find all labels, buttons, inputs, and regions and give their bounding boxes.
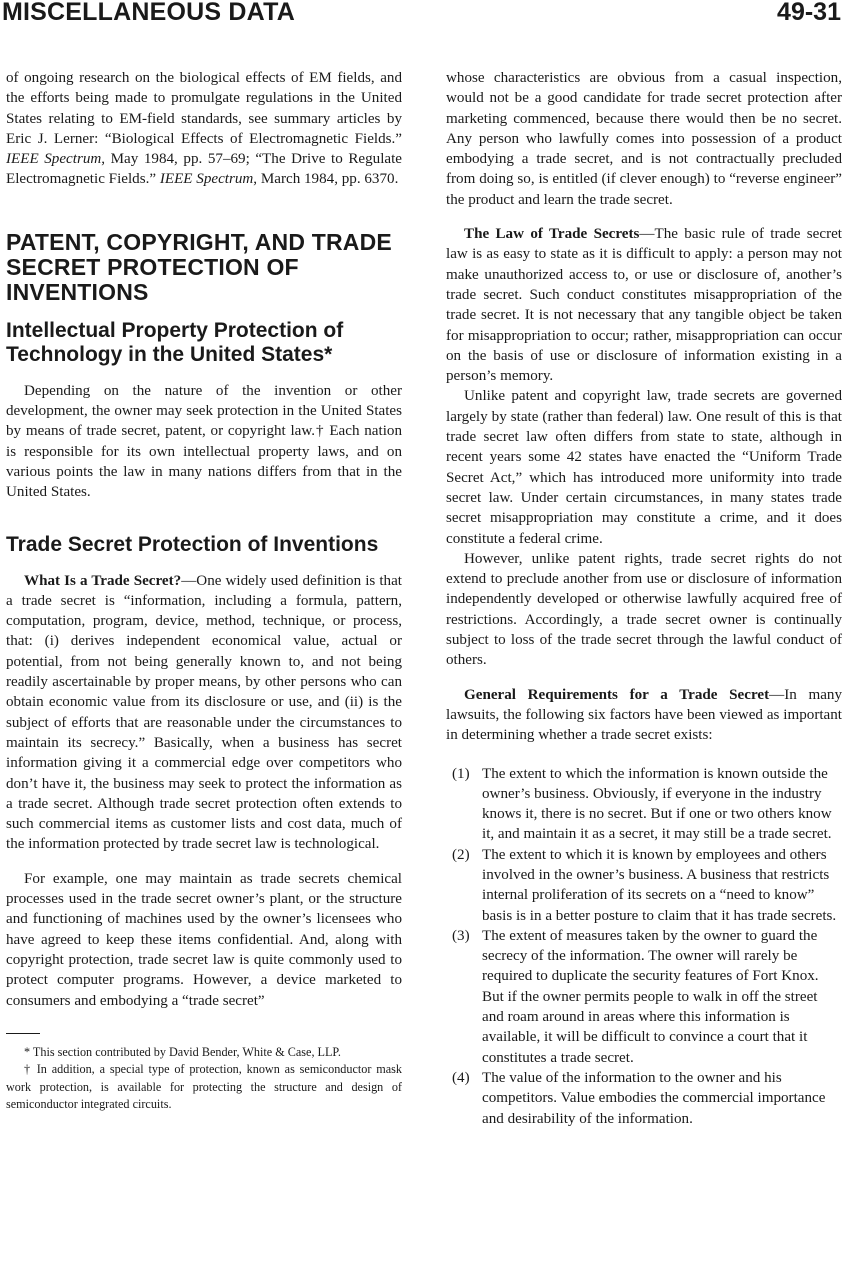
page-number: 49-31 bbox=[777, 0, 841, 26]
unlike-patent-paragraph: Unlike patent and copyright law, trade secrets are governed largely by state (rather than federal) law. One result of this is that trade secret law often differs from state to state, although in recent years some 42 states have enacted the “Uniform Trade Secret Act,” which has introduced more uniformity into trade secret law. Under certain circumstances, in many states trade secret misappropriation may constitute a crime, and it does constitute a federal crime. bbox=[446, 388, 842, 547]
law-text: —The basic rule of trade secret law is as easy to state as it is difficult to apply: a person may not make unauthorized access to, or use or disclosure of, another’s trade secret. Such conduct constitutes misappropriation of the trade secret. It is not necessary that any tangible object be taken for misappropriation to occur; rather, misappropriation can occur on the basis of use or disclosure of information existing in a person’s memory. bbox=[446, 226, 842, 385]
continued-text-3: , March 1984, pp. 6370. bbox=[253, 171, 399, 188]
footnote-divider bbox=[6, 1033, 40, 1034]
continued-text-2: , May 1984, pp. 57–69; “The Drive to Regulate Electromagnetic Fields.” bbox=[6, 151, 403, 188]
factors-list bbox=[446, 764, 842, 1129]
left-column bbox=[6, 68, 402, 1114]
reverse-engineer-paragraph: whose characteristics are obvious from a casual inspection, would not be a good candidate for trade secret protection after marketing commenced, because there would then be no secret. Any person who lawfully comes into possession of a product embodying a trade secret, and is not contractually precluded from doing so, is entitled (if clever enough) to “reverse engineer” the product and learn the trade secret. bbox=[446, 70, 842, 208]
list-item-number: (2) bbox=[452, 846, 470, 863]
runin-heading-general: General Requirements for a Trade Secret bbox=[464, 686, 770, 703]
continued-text-1: of ongoing research on the biological effects of EM fields, and the efforts being made to promulgate regulations in the United States relating to EM-field standards, see summary articles by Eric J. Lerner: “Biological Effects of Electromagnetic Fields.” bbox=[6, 70, 402, 147]
list-item-number: (4) bbox=[452, 1069, 470, 1086]
law-of-trade-secrets-paragraph bbox=[446, 224, 842, 386]
subheading-trade-secret: Trade Secret Protection of Inventions bbox=[6, 532, 379, 556]
list-item-text: The extent of measures taken by the owner to guard the secrecy of the information. The owner will rarely be required to duplicate the security features of Fort Knox. But if the owner permits people to walk in off the street and roam around in areas where this information is available, it will be difficult to convince a court that it constitutes a trade secret. bbox=[482, 927, 819, 1066]
list-item-number: (1) bbox=[452, 765, 470, 782]
footnote-2: † In addition, a special type of protection, known as semiconductor mask work protection, is available for protecting the structure and design of semiconductor integrated circuits. bbox=[6, 1062, 402, 1112]
list-item bbox=[446, 926, 842, 1068]
list-item-text: The extent to which the information is known outside the owner’s business. Obviously, if everyone in the industry knows it, there is no secret. But if one or two others know it, and maintain it as a secret, it may still be a trade secret. bbox=[482, 765, 832, 843]
however-paragraph: However, unlike patent rights, trade secret rights do not extend to preclude another from use or disclosure of information independently developed or otherwise lawfully acquired free of restrictions. Accordingly, a trade secret owner is continually subject to loss of the trade secret through the lawful conduct of others. bbox=[446, 550, 842, 669]
running-head bbox=[0, 0, 847, 30]
running-head-title: MISCELLANEOUS DATA bbox=[2, 0, 295, 26]
what-is-trade-secret-paragraph bbox=[6, 571, 402, 855]
footnote-1: * This section contributed by David Bender, White & Case, LLP. bbox=[24, 1044, 341, 1059]
runin-heading-law: The Law of Trade Secrets bbox=[464, 226, 640, 243]
runin-heading-what: What Is a Trade Secret? bbox=[24, 572, 182, 589]
list-item-text: The value of the information to the owner and his competitors. Value embodies the commercial importance and desirability of the information. bbox=[482, 1069, 826, 1127]
section-heading: PATENT, COPYRIGHT, AND TRADE SECRET PROTECTION OF INVENTIONS bbox=[6, 228, 392, 305]
list-item-number: (3) bbox=[452, 927, 470, 944]
intro-paragraph: Depending on the nature of the invention or other development, the owner may seek protection in the United States by means of trade secret, patent, or copyright law.† Each nation is responsible for its own intellectual property laws, and on various points the law in many nations differs from that in the United States. bbox=[6, 382, 402, 501]
right-column bbox=[446, 68, 842, 1129]
journal-title-2: IEEE Spectrum bbox=[159, 171, 254, 188]
example-paragraph: For example, one may maintain as trade secrets chemical processes used in the trade secret owner’s plant, or the structure and functioning of machines used by the owner’s licensees who have agreed to keep these items confidential. And, along with copyright protection, trade secret law is quite commonly used to protect computer programs. However, a device marketed to consumers and embodying a “trade secret” bbox=[6, 870, 402, 1009]
subheading-intellectual-property: Intellectual Property Protection of Technology in the United States* bbox=[6, 318, 344, 366]
list-item bbox=[446, 764, 842, 845]
list-item-text: The extent to which it is known by employees and others involved in the owner’s business. A business that restricts internal proliferation of its secrets on a “need to know” basis is in a better posture to claim that it has trade secrets. bbox=[482, 846, 837, 924]
journal-title-1: IEEE Spectrum bbox=[6, 151, 102, 168]
what-text: —One widely used definition is that a trade secret is “information, including a formula, pattern, computation, program, device, method, technique, or process, that: (i) derives independent economical value, actual or potential, from not being generally known to, and not being readily ascertainable by proper means, by other persons who can obtain economic value from its disclosure or use, and (ii) is the subject of efforts that are reasonable under the circumstances to maintain its secrecy.” Basically, when a business has secret information giving it a commercial edge over competitors who don’t have it, the business may seek to protect the information as a trade secret. Although trade secret protection often extends to such commercial items as customer lists and cost data, much of the information protected by trade secret law is technological. bbox=[6, 572, 402, 853]
list-item bbox=[446, 1068, 842, 1129]
continued-paragraph bbox=[6, 68, 402, 190]
list-item bbox=[446, 845, 842, 926]
general-text: —In many lawsuits, the following six factors have been viewed as important in determining whether a trade secret exists: bbox=[446, 686, 842, 744]
general-requirements-paragraph bbox=[446, 685, 842, 746]
